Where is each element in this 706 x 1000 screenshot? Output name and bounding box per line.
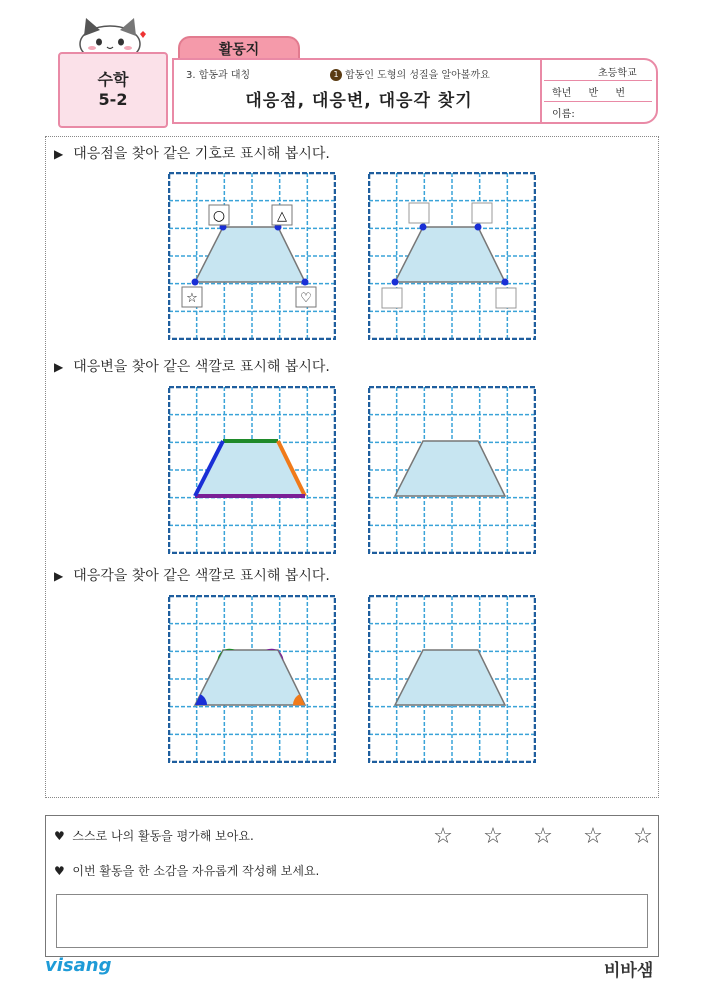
grid-angles-example [168, 595, 336, 763]
answer-box[interactable] [472, 203, 492, 223]
info-divider-line [544, 101, 652, 102]
lesson-goal [330, 66, 490, 81]
heart-bullet-icon: ♥ [54, 864, 65, 878]
cat-mascot-icon [72, 14, 148, 56]
activity-box [45, 136, 659, 798]
answer-box[interactable] [382, 288, 402, 308]
reflection-input[interactable] [56, 894, 648, 948]
trapezoid-shape[interactable] [395, 650, 505, 705]
name-label: 이름: [552, 109, 575, 120]
grid-sides-example [168, 386, 336, 554]
unit-name: 3. 합동과 대칭 [186, 70, 251, 81]
trapezoid-shape [195, 650, 305, 705]
self-eval-prompt: ♥ 스스로 나의 활동을 평가해 보아요. [54, 829, 254, 843]
vivasam-logo: 비바샘 [604, 961, 654, 981]
rating-star-icon[interactable]: ☆ [533, 824, 553, 849]
answer-box[interactable] [409, 203, 429, 223]
visang-logo: visang [45, 955, 112, 976]
page-title: 대응점, 대응변, 대응각 찾기 [245, 91, 473, 111]
grid-points-answer [368, 172, 536, 340]
instruction-points: ▶ 대응점을 찾아 같은 기호로 표시해 봅시다. [54, 146, 330, 162]
vertex-point [420, 224, 427, 231]
rating-star-icon[interactable]: ☆ [633, 824, 653, 849]
vertex-point [392, 279, 399, 286]
answer-box[interactable] [496, 288, 516, 308]
school-label: 초등학교 [598, 68, 637, 79]
goal-text: 합동인 도형의 성질을 알아볼까요 [345, 70, 490, 81]
grid-points-example [168, 172, 336, 340]
vertex-point [192, 279, 199, 286]
trapezoid-shape [195, 441, 305, 496]
grid-sides-answer [368, 386, 536, 554]
trapezoid-shape [395, 227, 505, 282]
triangle-symbol: △ [277, 209, 287, 224]
rating-star-icon[interactable]: ☆ [483, 824, 503, 849]
triangle-bullet-icon: ▶ [54, 147, 64, 161]
worksheet-tab: 활동지 [178, 36, 300, 62]
vertex-point [502, 279, 509, 286]
star-rating [418, 824, 668, 849]
heart-symbol: ♡ [300, 291, 312, 306]
goal-number-badge: 1 [330, 69, 342, 81]
triangle-bullet-icon: ▶ [54, 569, 64, 583]
heart-bullet-icon: ♥ [54, 829, 65, 843]
vertex-point [302, 279, 309, 286]
rating-star-icon[interactable]: ☆ [433, 824, 453, 849]
rating-star-icon[interactable]: ☆ [583, 824, 603, 849]
instruction-angles: ▶ 대응각을 찾아 같은 색깔로 표시해 봅시다. [54, 568, 330, 584]
trapezoid-shape [195, 227, 305, 282]
grade-unit-label: 5-2 [98, 90, 128, 109]
circle-symbol: ○ [212, 208, 226, 224]
grid-angles-answer [368, 595, 536, 763]
star-symbol: ☆ [186, 291, 198, 306]
instruction-sides: ▶ 대응변을 찾아 같은 색깔로 표시해 봅시다. [54, 359, 330, 375]
grade-class-label: 학년 반 번 [552, 88, 625, 99]
subject-card [58, 52, 168, 128]
trapezoid-shape[interactable] [395, 441, 505, 496]
vertex-point [475, 224, 482, 231]
subject-label: 수학 [97, 70, 129, 89]
info-divider-line [544, 80, 652, 81]
triangle-bullet-icon: ▶ [54, 360, 64, 374]
reflection-prompt: ♥ 이번 활동을 한 소감을 자유롭게 작성해 보세요. [54, 864, 320, 878]
info-divider [540, 58, 542, 122]
